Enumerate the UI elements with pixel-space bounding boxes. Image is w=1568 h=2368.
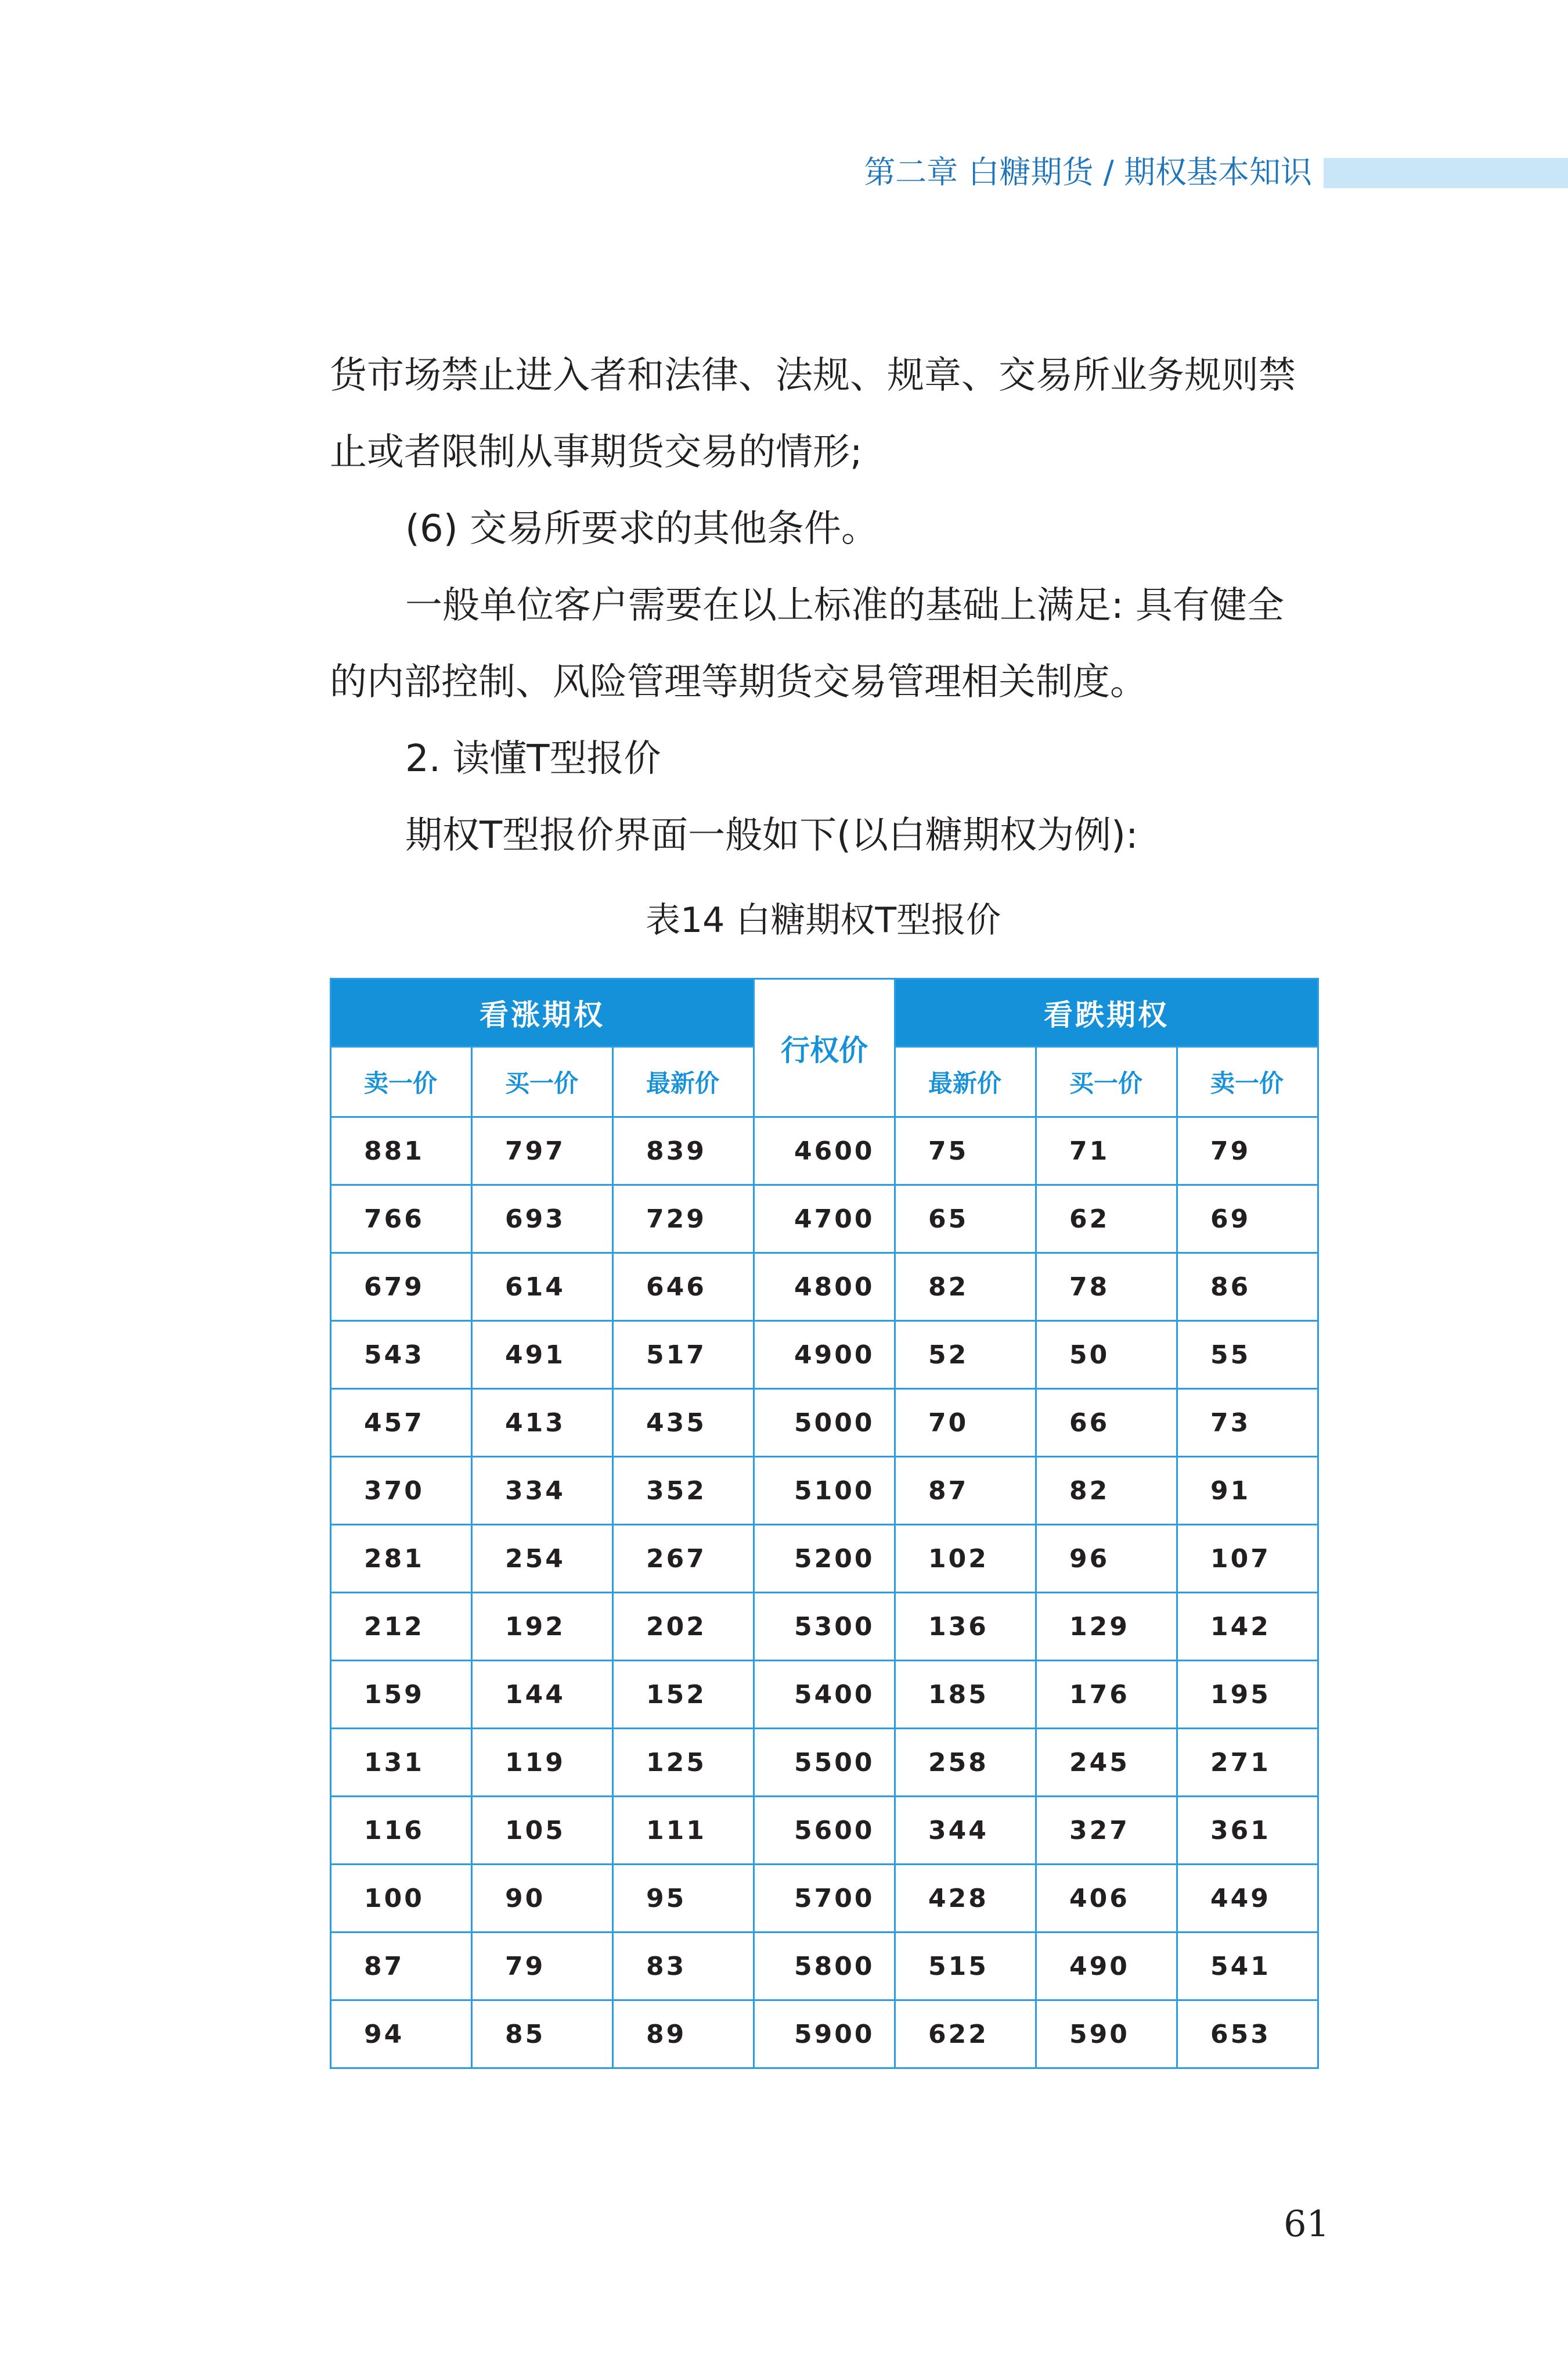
call-ask-cell: 159 (331, 1661, 472, 1729)
put-bid-cell: 62 (1036, 1185, 1177, 1253)
page-number: 61 (1284, 2203, 1329, 2245)
call-last-cell: 111 (613, 1797, 754, 1865)
call-ask-cell: 94 (331, 2000, 472, 2068)
strike-cell: 4900 (754, 1321, 895, 1389)
strike-cell: 5000 (754, 1389, 895, 1457)
put-ask-cell: 79 (1177, 1117, 1318, 1185)
call-ask-cell: 212 (331, 1593, 472, 1661)
call-ask-cell: 543 (331, 1321, 472, 1389)
put-ask-cell: 361 (1177, 1797, 1318, 1865)
put-last-cell: 185 (895, 1661, 1036, 1729)
strike-cell: 5300 (754, 1593, 895, 1661)
call-ask-cell: 131 (331, 1729, 472, 1797)
call-bid-header: 买一价 (472, 1047, 613, 1117)
call-bid-cell: 334 (472, 1457, 613, 1525)
put-last-cell: 428 (895, 1865, 1036, 1932)
body-line-7: 期权T型报价界面一般如下(以白糖期权为例): (405, 814, 1138, 857)
call-last-cell: 152 (613, 1661, 754, 1729)
strike-cell: 4800 (754, 1253, 895, 1321)
put-bid-cell: 66 (1036, 1389, 1177, 1457)
put-bid-cell: 82 (1036, 1457, 1177, 1525)
call-last-cell: 83 (613, 1932, 754, 2000)
strike-cell: 5600 (754, 1797, 895, 1865)
call-last-cell: 202 (613, 1593, 754, 1661)
put-last-cell: 82 (895, 1253, 1036, 1321)
call-bid-cell: 491 (472, 1321, 613, 1389)
call-last-cell: 646 (613, 1253, 754, 1321)
put-bid-cell: 129 (1036, 1593, 1177, 1661)
put-bid-cell: 327 (1036, 1797, 1177, 1865)
strike-cell: 5700 (754, 1865, 895, 1932)
table-row (331, 1661, 1318, 1729)
table-caption: 表14 白糖期权T型报价 (645, 900, 1001, 941)
call-bid-cell: 85 (472, 2000, 613, 2068)
strike-cell: 4700 (754, 1185, 895, 1253)
strike-price-header: 行权价 (754, 979, 895, 1117)
put-ask-cell: 653 (1177, 2000, 1318, 2068)
put-last-cell: 52 (895, 1321, 1036, 1389)
section-heading: 2. 读懂T型报价 (405, 737, 661, 780)
put-last-cell: 102 (895, 1525, 1036, 1593)
call-bid-cell: 79 (472, 1932, 613, 2000)
put-last-header: 最新价 (895, 1047, 1036, 1117)
put-last-cell: 515 (895, 1932, 1036, 2000)
table-row (331, 2000, 1318, 2068)
call-last-cell: 125 (613, 1729, 754, 1797)
table-row (331, 1593, 1318, 1661)
body-line-2: 止或者限制从事期货交易的情形; (330, 431, 863, 474)
body-line-1: 货市场禁止进入者和法律、法规、规章、交易所业务规则禁 (330, 354, 1296, 397)
strike-cell: 4600 (754, 1117, 895, 1185)
call-ask-cell: 87 (331, 1932, 472, 2000)
call-last-cell: 435 (613, 1389, 754, 1457)
put-ask-cell: 271 (1177, 1729, 1318, 1797)
put-last-cell: 87 (895, 1457, 1036, 1525)
put-ask-cell: 195 (1177, 1661, 1318, 1729)
put-ask-header: 卖一价 (1177, 1047, 1318, 1117)
call-last-cell: 89 (613, 2000, 754, 2068)
table-row (331, 1117, 1318, 1185)
call-bid-cell: 144 (472, 1661, 613, 1729)
call-ask-cell: 281 (331, 1525, 472, 1593)
call-bid-cell: 254 (472, 1525, 613, 1593)
put-bid-cell: 406 (1036, 1865, 1177, 1932)
body-line-3: (6) 交易所要求的其他条件。 (405, 508, 878, 550)
put-ask-cell: 449 (1177, 1865, 1318, 1932)
table-row (331, 1185, 1318, 1253)
table-row (331, 1525, 1318, 1593)
put-bid-header: 买一价 (1036, 1047, 1177, 1117)
call-bid-cell: 797 (472, 1117, 613, 1185)
call-ask-cell: 116 (331, 1797, 472, 1865)
call-last-cell: 352 (613, 1457, 754, 1525)
call-last-cell: 729 (613, 1185, 754, 1253)
table-row (331, 1932, 1318, 2000)
strike-cell: 5200 (754, 1525, 895, 1593)
table-row (331, 1729, 1318, 1797)
put-last-cell: 258 (895, 1729, 1036, 1797)
put-last-cell: 622 (895, 2000, 1036, 2068)
table-row (331, 1797, 1318, 1865)
put-ask-cell: 86 (1177, 1253, 1318, 1321)
put-bid-cell: 245 (1036, 1729, 1177, 1797)
table-row (331, 1253, 1318, 1321)
strike-cell: 5800 (754, 1932, 895, 2000)
table-row (331, 1321, 1318, 1389)
put-ask-cell: 142 (1177, 1593, 1318, 1661)
put-ask-cell: 73 (1177, 1389, 1318, 1457)
call-ask-cell: 100 (331, 1865, 472, 1932)
call-last-cell: 839 (613, 1117, 754, 1185)
call-last-cell: 267 (613, 1525, 754, 1593)
put-last-cell: 136 (895, 1593, 1036, 1661)
call-options-header: 看涨期权 (331, 979, 754, 1047)
put-bid-cell: 590 (1036, 2000, 1177, 2068)
put-ask-cell: 541 (1177, 1932, 1318, 2000)
put-ask-cell: 107 (1177, 1525, 1318, 1593)
strike-cell: 5100 (754, 1457, 895, 1525)
call-bid-cell: 413 (472, 1389, 613, 1457)
strike-cell: 5500 (754, 1729, 895, 1797)
call-bid-cell: 693 (472, 1185, 613, 1253)
table-row (331, 1457, 1318, 1525)
call-ask-cell: 679 (331, 1253, 472, 1321)
table-row (331, 1865, 1318, 1932)
put-ask-cell: 69 (1177, 1185, 1318, 1253)
t-quote-table (330, 978, 1319, 2069)
header-accent-bar (1324, 158, 1568, 188)
put-ask-cell: 91 (1177, 1457, 1318, 1525)
call-ask-header: 卖一价 (331, 1047, 472, 1117)
table-row (331, 1389, 1318, 1457)
body-line-4: 一般单位客户需要在以上标准的基础上满足: 具有健全 (405, 584, 1284, 627)
call-bid-cell: 192 (472, 1593, 613, 1661)
put-last-cell: 70 (895, 1389, 1036, 1457)
call-last-header: 最新价 (613, 1047, 754, 1117)
call-ask-cell: 881 (331, 1117, 472, 1185)
body-line-5: 的内部控制、风险管理等期货交易管理相关制度。 (330, 661, 1147, 704)
put-last-cell: 75 (895, 1117, 1036, 1185)
call-ask-cell: 457 (331, 1389, 472, 1457)
chapter-header-title: 第二章 白糖期货 / 期权基本知识 (864, 154, 1312, 190)
call-last-cell: 95 (613, 1865, 754, 1932)
call-bid-cell: 119 (472, 1729, 613, 1797)
put-bid-cell: 50 (1036, 1321, 1177, 1389)
put-options-header: 看跌期权 (895, 979, 1318, 1047)
call-ask-cell: 766 (331, 1185, 472, 1253)
call-bid-cell: 105 (472, 1797, 613, 1865)
call-last-cell: 517 (613, 1321, 754, 1389)
call-ask-cell: 370 (331, 1457, 472, 1525)
put-last-cell: 344 (895, 1797, 1036, 1865)
put-bid-cell: 176 (1036, 1661, 1177, 1729)
put-ask-cell: 55 (1177, 1321, 1318, 1389)
strike-cell: 5400 (754, 1661, 895, 1729)
put-bid-cell: 78 (1036, 1253, 1177, 1321)
call-bid-cell: 90 (472, 1865, 613, 1932)
put-last-cell: 65 (895, 1185, 1036, 1253)
put-bid-cell: 96 (1036, 1525, 1177, 1593)
call-bid-cell: 614 (472, 1253, 613, 1321)
strike-cell: 5900 (754, 2000, 895, 2068)
put-bid-cell: 71 (1036, 1117, 1177, 1185)
put-bid-cell: 490 (1036, 1932, 1177, 2000)
